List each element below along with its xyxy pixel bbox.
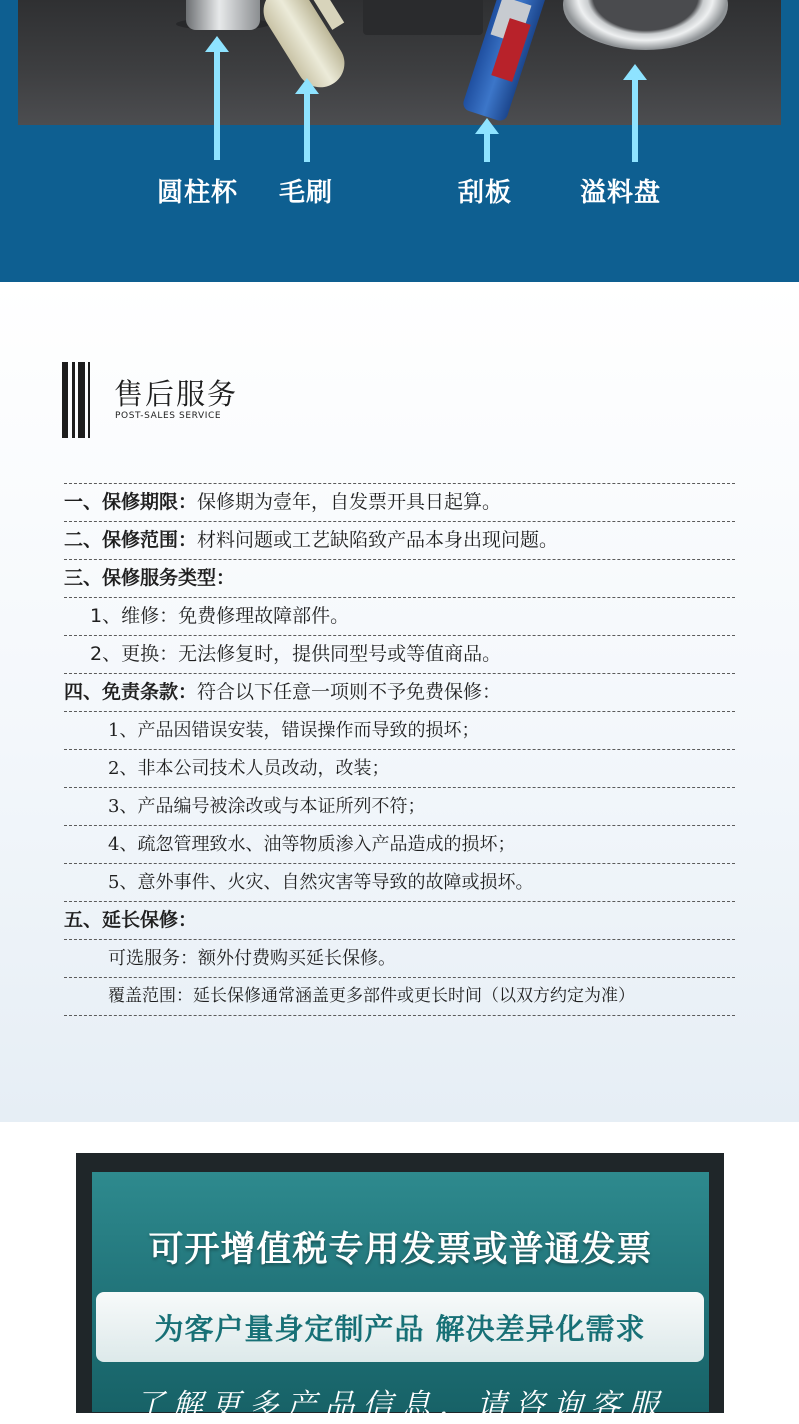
term-row: 三、保修服务类型：	[64, 567, 236, 589]
cylinder-cup-image	[186, 0, 260, 30]
warranty-terms	[64, 483, 735, 1016]
term-row: 1、产品因错误安装，错误操作而导致的损坏；	[108, 720, 480, 741]
product-photo-band	[0, 0, 799, 282]
section-subtitle: POST-SALES SERVICE	[115, 411, 222, 421]
overflow-tray-image	[563, 0, 728, 50]
term-row: 2、非本公司技术人员改动，改装；	[108, 758, 390, 779]
term-row: 1、维修：免费修理故障部件。	[90, 605, 350, 627]
term-row: 五、延长保修：	[64, 909, 198, 931]
term-row: 可选服务：额外付费购买延长保修。	[108, 948, 396, 969]
divider	[64, 1015, 735, 1016]
term-row: 2、更换：无法修复时，提供同型号或等值商品。	[90, 643, 502, 665]
tool-label-brush: 毛刷	[279, 178, 334, 208]
contact-text: 了解更多产品信息，请咨询客服	[134, 1388, 667, 1423]
term-row: 4、疏忽管理致水、油等物质渗入产品造成的损坏；	[108, 834, 516, 855]
term-row: 一、保修期限：保修期为壹年，自发票开具日起算。	[64, 491, 502, 513]
invoice-headline: 可开增值税专用发票或普通发票	[148, 1230, 653, 1270]
device-block-image	[363, 0, 483, 35]
term-row: 3、产品编号被涂改或与本证所列不符；	[108, 796, 426, 817]
tool-label-cylinder-cup: 圆柱杯	[157, 178, 239, 208]
term-row: 覆盖范围：延长保修通常涵盖更多部件或更长时间（以双方约定为准）	[108, 986, 635, 1006]
section-title: 售后服务	[114, 377, 239, 411]
product-photo	[18, 0, 781, 125]
term-row: 二、保修范围：材料问题或工艺缺陷致产品本身出现问题。	[64, 529, 559, 551]
section-header	[62, 358, 312, 438]
custom-product-text: 为客户量身定制产品 解决差异化需求	[154, 1312, 646, 1346]
tool-label-overflow-tray: 溢料盘	[580, 178, 662, 208]
term-row: 四、免责条款：符合以下任意一项则不予免费保修：	[64, 681, 502, 703]
tool-label-scraper: 刮板	[458, 178, 513, 208]
term-row: 5、意外事件、火灾、自然灾害等导致的故障或损坏。	[108, 872, 534, 893]
